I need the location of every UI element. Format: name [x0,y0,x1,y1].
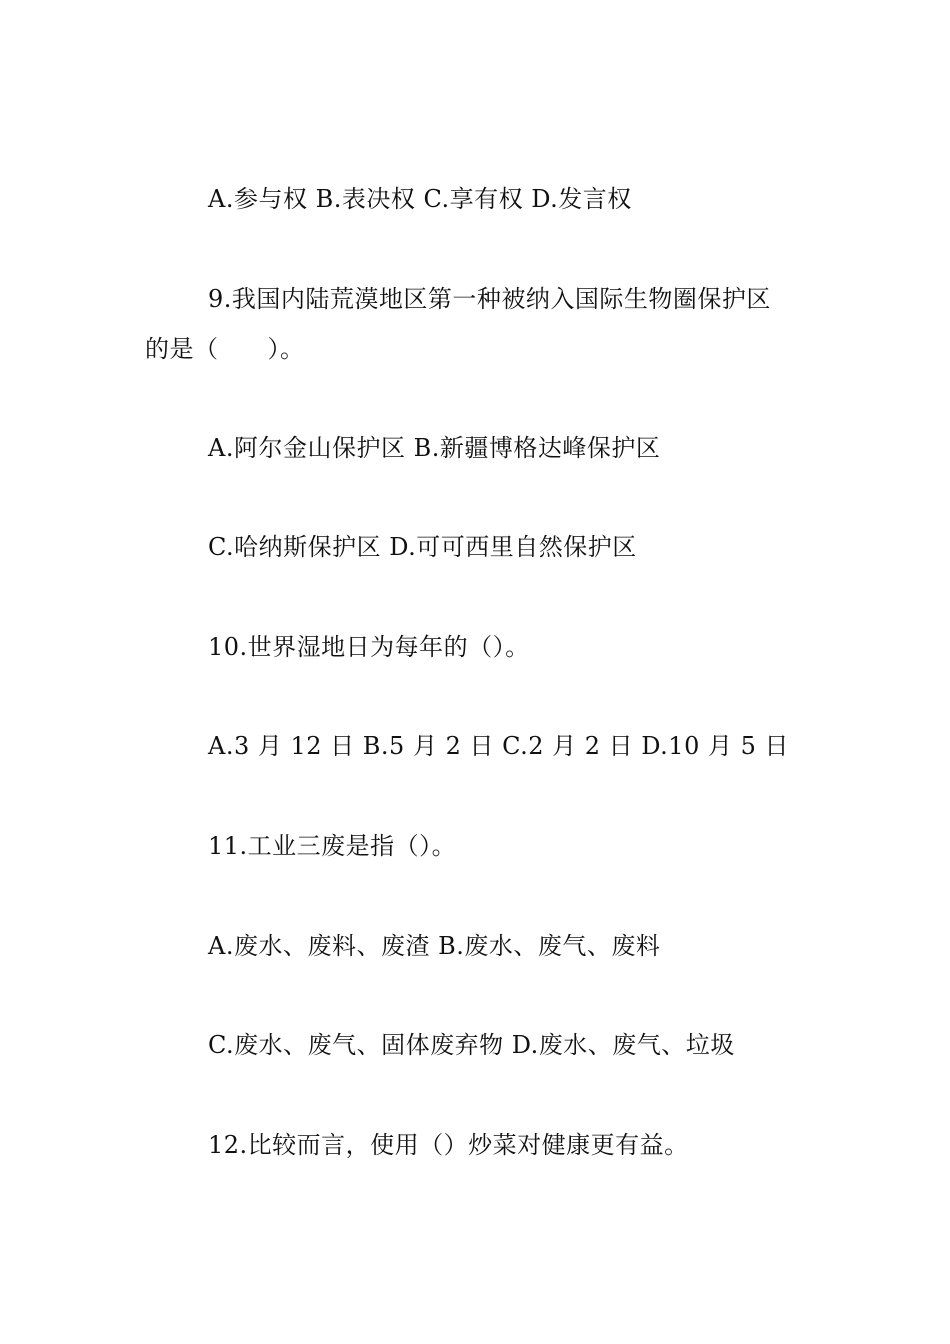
q9-options-cd: C.哈纳斯保护区 D.可可西里自然保护区 [208,533,637,561]
q10-options: A.3 月 12 日 B.5 月 2 日 C.2 月 2 日 D.10 月 5 日 [208,732,790,760]
q11-question: 11.工业三废是指（）。 [208,832,457,860]
q8-options: A.参与权 B.表决权 C.享有权 D.发言权 [208,185,632,213]
q12-question: 12.比较而言，使用（）炒菜对健康更有益。 [208,1131,689,1159]
q11-options-ab: A.废水、废料、废渣 B.废水、废气、废料 [208,932,661,960]
q11-options-cd: C.废水、废气、固体废弃物 D.废水、废气、垃圾 [208,1031,735,1059]
q9-options-ab: A.阿尔金山保护区 B.新疆博格达峰保护区 [208,434,661,462]
q9-question-continued: 的是（ ）。 [145,335,305,363]
q10-question: 10.世界湿地日为每年的（）。 [208,633,530,661]
q9-question: 9.我国内陆荒漠地区第一种被纳入国际生物圈保护区 [208,285,771,313]
